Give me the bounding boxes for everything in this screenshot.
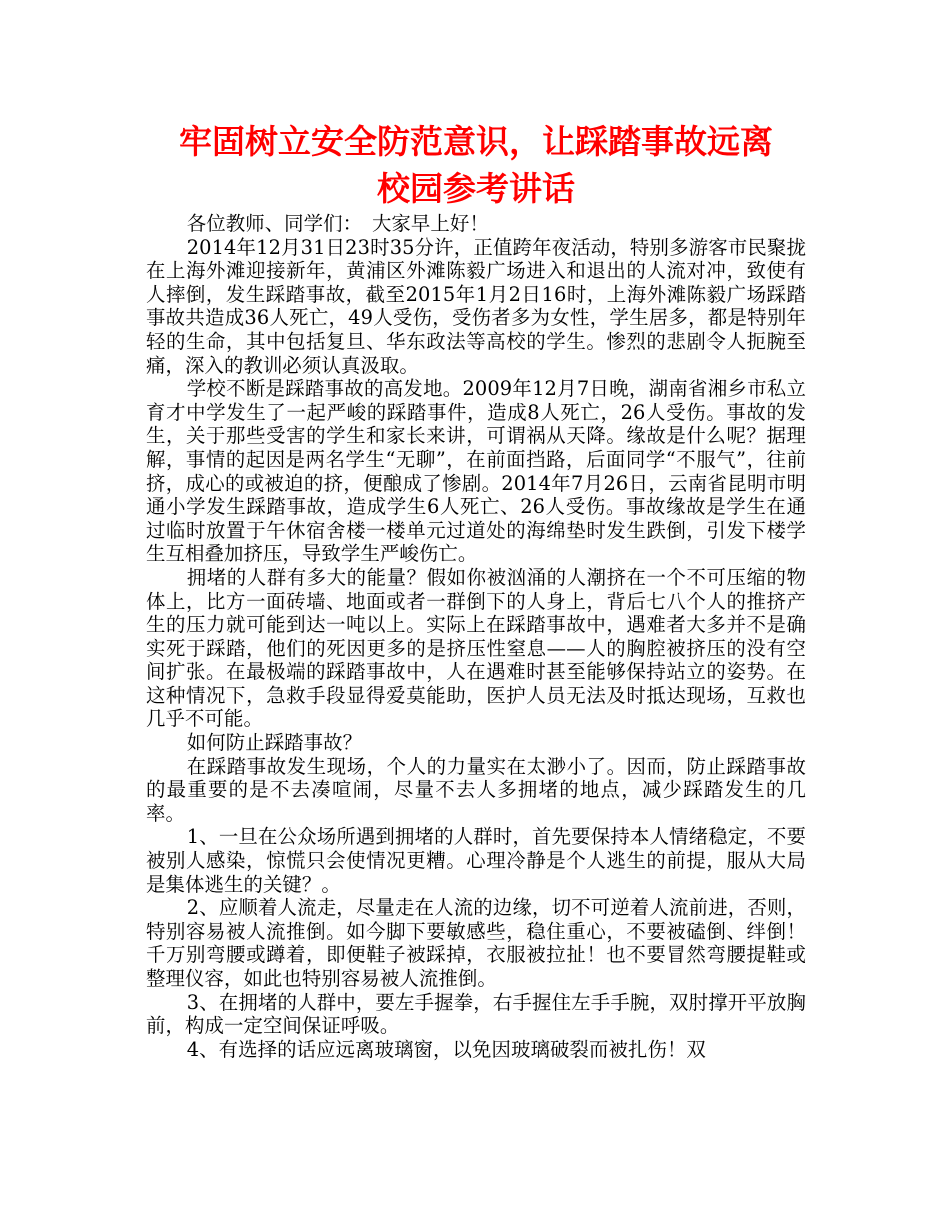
list-item-2: 2、应顺着人流走，尽量走在人流的边缘，切不可逆着人流前进，否则，特别容易被人流推倒。如今脚下要敏感些，稳住重心，不要被磕倒、绊倒！千万别弯腰或蹲着，即便鞋子被踩掉，衣服被拉扯！也不要冒然弯腰提鞋或整理仪容，如此也特别容易被人流推倒。 xyxy=(146,896,806,990)
document-page xyxy=(146,118,806,1061)
title-line-2: 校园参考讲话 xyxy=(377,169,575,208)
body-paragraph-shanghai-incident: 2014年12月31日23时35分许，正值跨年夜活动，特别多游客市民聚拢在上海外滩迎接新年，黄浦区外滩陈毅广场进入和退出的人流对冲，致使有人摔倒，发生踩踏事故，截至2015年1月2日16时，上海外滩陈毅广场踩踏事故共造成36人死亡，49人受伤，受伤者多为女性，学生居多，都是特别年轻的生命，其中包括复旦、华东政法等高校的学生。惨烈的悲剧令人扼腕至痛，深入的教训必须认真汲取。 xyxy=(146,235,806,377)
body-paragraph-school-incidents: 学校不断是踩踏事故的高发地。2009年12月7日晚，湖南省湘乡市私立育才中学发生了一起严峻的踩踏事件，造成8人死亡，26人受伤。事故的发生，关于那些受害的学生和家长来讲，可谓祸从天降。缘故是什么呢？据理解，事情的起因是两名学生“无聊”，在前面挡路，后面同学“不服气”，往前挤，成心的或被迫的挤，便酿成了惨剧。2014年7月26日，云南省昆明市明通小学发生踩踏事故，造成学生6人死亡、26人受伤。事故缘故是学生在通过临时放置于午休宿舍楼一楼单元过道处的海绵垫时发生跌倒，引发下楼学生互相叠加挤压，导致学生严峻伤亡。 xyxy=(146,377,806,566)
document-body xyxy=(146,212,806,1061)
list-item-3: 3、在拥堵的人群中，要左手握拳，右手握住左手手腕，双肘撑开平放胸前，构成一定空间保证呼吸。 xyxy=(146,990,806,1038)
body-paragraph-crowd-pressure: 拥堵的人群有多大的能量？假如你被汹涌的人潮挤在一个不可压缩的物体上，比方一面砖墙、地面或者一群倒下的人身上，背后七八个人的推挤产生的压力就可能到达一吨以上。实际上在踩踏事故中，遇难者大多并不是确实死于踩踏，他们的死因更多的是挤压性窒息——人的胸腔被挤压的没有空间扩张。在最极端的踩踏事故中，人在遇难时甚至能够保持站立的姿势。在这种情况下，急救手段显得爱莫能助，医护人员无法及时抵达现场，互救也几乎不可能。 xyxy=(146,565,806,731)
list-item-4: 4、有选择的话应远离玻璃窗，以免因玻璃破裂而被扎伤！双 xyxy=(186,1037,706,1061)
body-paragraph-prevention-intro: 在踩踏事故发生现场，个人的力量实在太渺小了。因而，防止踩踏事故的最重要的是不去凑喧闹，尽量不去人多拥堵的地点，减少踩踏发生的几率。 xyxy=(146,754,806,825)
section-heading-prevention: 如何防止踩踏事故？ xyxy=(186,731,363,755)
document-title xyxy=(146,118,806,212)
list-item-1: 1、一旦在公众场所遇到拥堵的人群时，首先要保持本人情绪稳定，不要被别人感染，惊慌只会使情况更糟。心理冷静是个人逃生的前提，服从大局是集体逃生的关键？。 xyxy=(146,825,806,896)
greeting-paragraph: 各位教师、同学们： 大家早上好！ xyxy=(186,212,489,235)
title-line-1: 牢固树立安全防范意识，让踩踏事故远离 xyxy=(179,122,773,161)
